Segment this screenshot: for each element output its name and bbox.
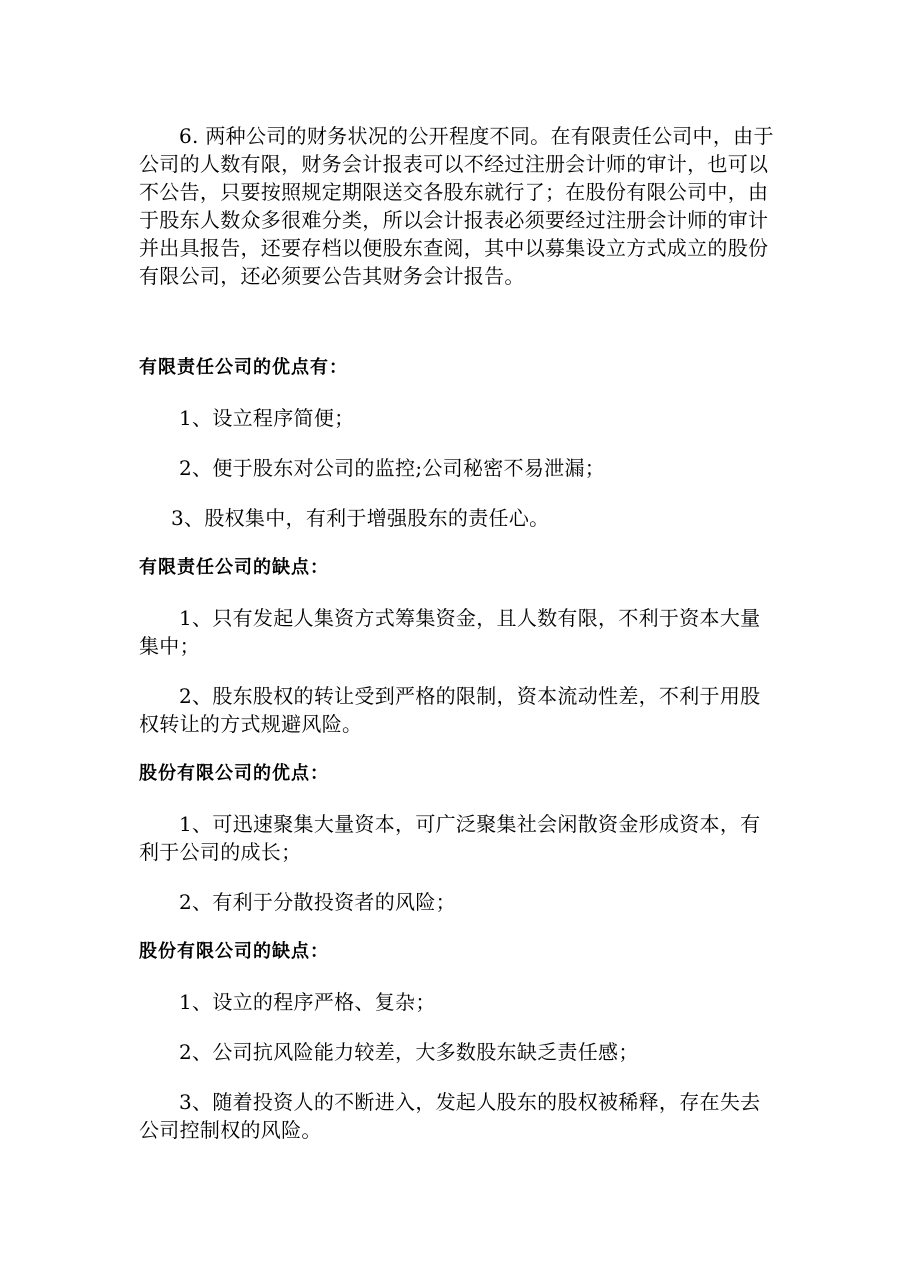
section-heading-joint-stock-disadvantages: 股份有限公司的缺点： [139, 941, 329, 962]
spacer [139, 916, 779, 938]
spacer [139, 582, 779, 604]
list-item: 3、股权集中，有利于增强股东的责任心。 [171, 506, 550, 530]
list-item: 2、公司抗风险能力较差，大多数股东缺乏责任感； [179, 1040, 639, 1064]
spacer [139, 866, 779, 888]
list-item: 2、有利于分散投资者的风险； [179, 890, 456, 914]
section-heading-joint-stock-advantages: 股份有限公司的优点： [139, 763, 329, 784]
list-item: 2、便于股东对公司的监控;公司秘密不易泄漏； [179, 456, 606, 480]
section-heading-llc-advantages: 有限责任公司的优点有： [139, 357, 348, 378]
spacer [139, 1066, 779, 1088]
list-item: 3、随着投资人的不断进入，发起人股东的股权被稀释，存在失去公司控制权的风险。 [139, 1090, 761, 1142]
spacer [139, 382, 779, 404]
spacer [139, 1016, 779, 1038]
list-item: 1、设立程序简便； [179, 406, 355, 430]
spacer [139, 660, 779, 682]
spacer [139, 432, 779, 454]
spacer [139, 290, 779, 354]
spacer [139, 738, 779, 760]
section-heading-llc-disadvantages: 有限责任公司的缺点： [139, 557, 329, 578]
list-item: 1、可迅速聚集大量资本，可广泛聚集社会闲散资金形成资本，有利于公司的成长； [139, 812, 761, 864]
spacer [139, 482, 779, 504]
list-item: 2、股东股权的转让受到严格的限制，资本流动性差，不利于用股权转让的方式规避风险。 [139, 684, 761, 736]
list-item: 1、只有发起人集资方式筹集资金，且人数有限，不利于资本大量集中； [139, 606, 761, 658]
list-item: 1、设立的程序严格、复杂； [179, 990, 436, 1014]
spacer [139, 788, 779, 810]
spacer [139, 532, 779, 554]
intro-paragraph: 6. 两种公司的财务状况的公开程度不同。在有限责任公司中，由于公司的人数有限，财务会计报表可以不经过注册会计师的审计，也可以不公告，只要按照规定期限送交各股东就行了；在股份有限公司中，由于股东人数众多很难分类，所以会计报表必须要经过注册会计师的审计并出具报告，还要存档以便股东查阅，其中以募集设立方式成立的股份有限公司，还必须要公告其财务会计报告。 [139, 124, 774, 288]
spacer [139, 966, 779, 988]
document-page [139, 122, 779, 1144]
